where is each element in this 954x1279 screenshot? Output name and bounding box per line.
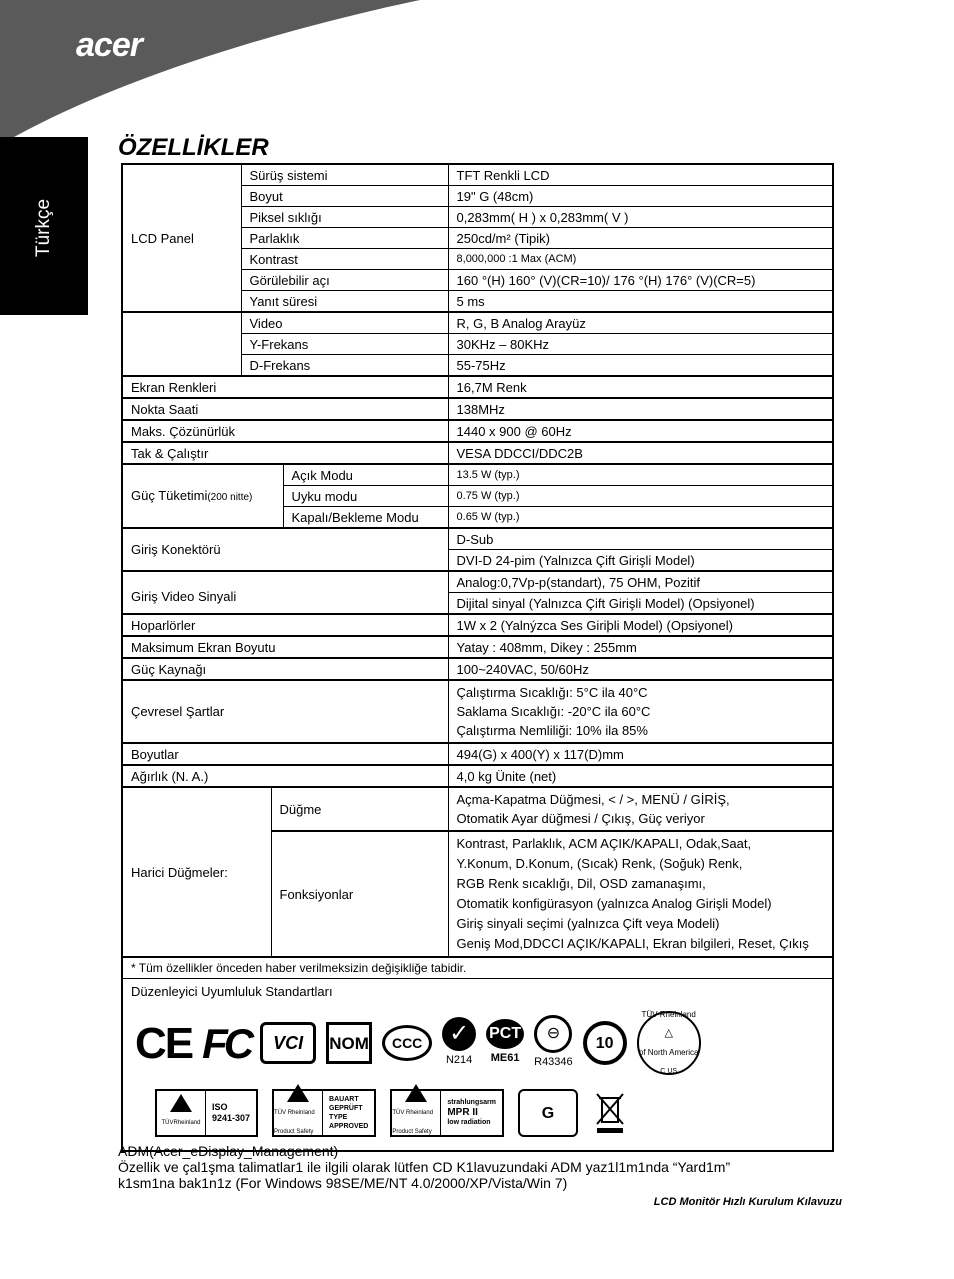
spec-key: Boyut [241,186,448,207]
button-line: Açma-Kapatma Düğmesi, < / >, MENÜ / GİRİŞ, [456,792,730,807]
spec-key: Boyutlar [122,743,448,765]
c-tick-code: N214 [445,1053,473,1066]
table-row [122,787,833,831]
approved-label: APPROVED [329,1123,369,1130]
tuv-north-america-logo-icon: TÜV Rheinland △ of North America C US [637,1011,701,1075]
tuv-ring-us: US [667,1068,678,1075]
tuv-iso-logo-icon [155,1089,258,1137]
spec-key: Ekran Renkleri [122,376,448,398]
spec-value [448,680,833,743]
env-line: Saklama Sıcaklığı: -20°C ila 60°C [456,704,651,719]
table-row [122,398,833,420]
bauart-label: BAUART [329,1096,359,1103]
function-line: Giriş sinyali seçimi (yalnızca Çift veya Modeli) [456,916,720,931]
tuv-ring-text: TÜV Rheinland [641,1010,696,1019]
power-label: Güç Tüketimi [131,487,208,503]
weee-bin-icon [592,1091,628,1135]
spec-key: Yanıt süresi [241,291,448,313]
gepruft-label: GEPRÜFT [329,1105,363,1112]
cert-logos-row-2 [131,1081,824,1147]
adm-line-2: k1sm1na bak1n1z (For Windows 98SE/ME/NT 4.0/2000/XP/Vista/Win 7) [118,1175,568,1191]
spec-key: Maks. Çözünürlük [122,420,448,442]
pct-logo-icon: PCT ME61 [486,1019,524,1068]
spec-value: Analog:0,7Vp-p(standart), 75 OHM, Pozitif [448,571,833,593]
iso-code: 9241-307 [212,1113,251,1123]
tuv-label: TÜVRheinland [161,1119,201,1126]
adm-notes [118,1143,838,1191]
spec-value: Dijital sinyal (Yalnızca Çift Girişli Model) (Opsiyonel) [448,593,833,615]
spec-key: D-Frekans [241,355,448,377]
spec-value [448,787,833,831]
spec-key: Y-Frekans [241,334,448,355]
gost-logo-icon: ⊖ R43346 [534,1015,573,1072]
ccc-logo-icon: CCC [382,1025,432,1061]
tuv-mpr2-logo-icon [390,1089,504,1137]
adm-title: ADM(Acer_eDisplay_Management) [118,1143,339,1159]
tuv-ring-text2: of North America [638,1048,699,1057]
regulatory-cell [122,979,833,1152]
spec-key: Maksimum Ekran Boyutu [122,636,448,658]
function-line: Kontrast, Parlaklık, ACM AÇIK/KAPALI, Odak,Saat, [456,836,752,851]
spec-group-label: Harici Düğmeler: [122,787,271,957]
spec-value: 494(G) x 400(Y) x 117(D)mm [448,743,833,765]
adm-line-1: Özellik ve çal1şma talimatlar1 ile ilgili olarak lütfen CD K1lavuzundaki ADM yaz1l1m1nda “Yard1m” [118,1159,731,1175]
spec-value: 138MHz [448,398,833,420]
spec-key: Çevresel Şartlar [122,680,448,743]
spec-value: 250cd/m² (Tipik) [448,228,833,249]
spec-note: * Tüm özellikler önceden haber verilmeksizin değişikliğe tabidir. [122,957,833,979]
footer-guide-title: LCD Monitör Hızlı Kurulum Kılavuzu [653,1196,842,1208]
spec-key: Güç Kaynağı [122,658,448,680]
tuv-label: TÜV Rheinland Product Safety [274,1110,315,1135]
table-row [122,528,833,550]
ce-mark-icon: CE [135,1018,193,1068]
spec-value: 8,000,000 :1 Max (ACM) [448,249,833,270]
spec-key: Kapalı/Bekleme Modu [283,507,448,529]
language-tab-label: Türkçe [33,198,54,258]
spec-group-label [122,464,283,528]
spec-key: Kontrast [241,249,448,270]
spec-value: D-Sub [448,528,833,550]
page-title: ÖZELLİKLER [118,134,269,161]
spec-value: R, G, B Analog Arayüz [448,312,833,334]
spec-value: 30KHz – 80KHz [448,334,833,355]
table-row [122,765,833,787]
table-row [122,658,833,680]
c-tick-logo-icon: ✓ N214 [442,1017,476,1070]
spec-key: Nokta Saati [122,398,448,420]
vcci-logo-icon: VCI [260,1022,316,1064]
spec-table [121,163,834,1152]
table-row [122,614,833,636]
spec-value: 0.65 W (typ.) [448,507,833,529]
fcc-logo-icon: FC [202,1019,251,1067]
power-label-note: (200 nitte) [207,491,253,503]
spec-value: 160 °(H) 160° (V)(CR=10)/ 176 °(H) 176° (V)(CR=5) [448,270,833,291]
spec-value: Yatay : 408mm, Dikey : 255mm [448,636,833,658]
china-rohs-10-icon: 10 [583,1021,627,1065]
low-radiation-label: low radiation [447,1119,491,1126]
table-row [122,957,833,979]
cert-logos-row [131,1001,824,1081]
spec-value: 4,0 kg Ünite (net) [448,765,833,787]
spec-key: Açık Modu [283,464,448,486]
spec-value: 13.5 W (typ.) [448,464,833,486]
button-line: Otomatik Ayar düğmesi / Çıkış, Güç veriyor [456,811,705,826]
function-line: Otomatik konfigürasyon (yalnızca Analog Girişli Model) [456,896,772,911]
table-row [122,464,833,486]
spec-key: Düğme [271,787,448,831]
table-row [122,636,833,658]
gost-code: R43346 [534,1055,573,1068]
spec-key: Hoparlörler [122,614,448,636]
nom-logo-icon: NOM [326,1022,372,1064]
table-row [122,743,833,765]
spec-key: Sürüş sistemi [241,164,448,186]
table-row [122,442,833,464]
spec-key: Tak & Çalıştır [122,442,448,464]
spec-value: 100~240VAC, 50/60Hz [448,658,833,680]
function-line: Geniş Mod,DDCCI AÇIK/KAPALI, Ekran bilgileri, Reset, Çıkış [456,936,809,951]
env-line: Çalıştırma Sıcaklığı: 5°C ila 40°C [456,685,648,700]
table-row [122,571,833,593]
handshake-logo-icon: G [518,1089,578,1137]
tuv-type-approved-logo-icon [272,1089,376,1137]
mpr-label: MPR II [447,1107,478,1118]
spec-value: 0.75 W (typ.) [448,486,833,507]
spec-group-label-empty [122,312,241,376]
spec-value: TFT Renkli LCD [448,164,833,186]
table-row [122,420,833,442]
table-row [122,979,833,1152]
function-line: RGB Renk sıcaklığı, Dil, OSD zamanaşımı, [456,876,706,891]
spec-value: 1W x 2 (Yalnýzca Ses Giriþli Model) (Opsiyonel) [448,614,833,636]
pct-code: ME61 [490,1051,520,1064]
spec-value: DVI-D 24-pim (Yalnızca Çift Girişli Model) [448,550,833,572]
tuv-ring-c: C [660,1068,666,1075]
spec-key: Giriş Konektörü [122,528,448,571]
spec-key: Fonksiyonlar [271,831,448,957]
type-label: TYPE [329,1114,348,1121]
spec-key: Görülebilir açı [241,270,448,291]
table-row [122,164,833,186]
spec-key: Parlaklık [241,228,448,249]
acer-logo: acer [76,26,142,64]
spec-key: Ağırlık (N. A.) [122,765,448,787]
regulatory-label: Düzenleyici Uyumluluk Standartları [131,984,333,999]
function-line: Y.Konum, D.Konum, (Sıcak) Renk, (Soğuk) Renk, [456,856,743,871]
spec-value: 1440 x 900 @ 60Hz [448,420,833,442]
spec-group-label: LCD Panel [122,164,241,312]
spec-key: Uyku modu [283,486,448,507]
spec-value: 55-75Hz [448,355,833,377]
env-line: Çalıştırma Nemliliği: 10% ila 85% [456,723,648,738]
table-row [122,312,833,334]
tuv-label: TÜV Rheinland Product Safety [392,1110,434,1135]
table-row [122,376,833,398]
iso-label: ISO [212,1102,228,1112]
spec-value: VESA DDCCI/DDC2B [448,442,833,464]
spec-key: Giriş Video Sinyali [122,571,448,614]
spec-key: Video [241,312,448,334]
strahlungsarm-label: strahlungsarm [447,1099,496,1106]
spec-value: 16,7M Renk [448,376,833,398]
spec-value: 19" G (48cm) [448,186,833,207]
spec-value [448,831,833,957]
header-band [0,0,954,145]
spec-value: 5 ms [448,291,833,313]
spec-key: Piksel sıklığı [241,207,448,228]
spec-value: 0,283mm( H ) x 0,283mm( V ) [448,207,833,228]
table-row [122,680,833,743]
